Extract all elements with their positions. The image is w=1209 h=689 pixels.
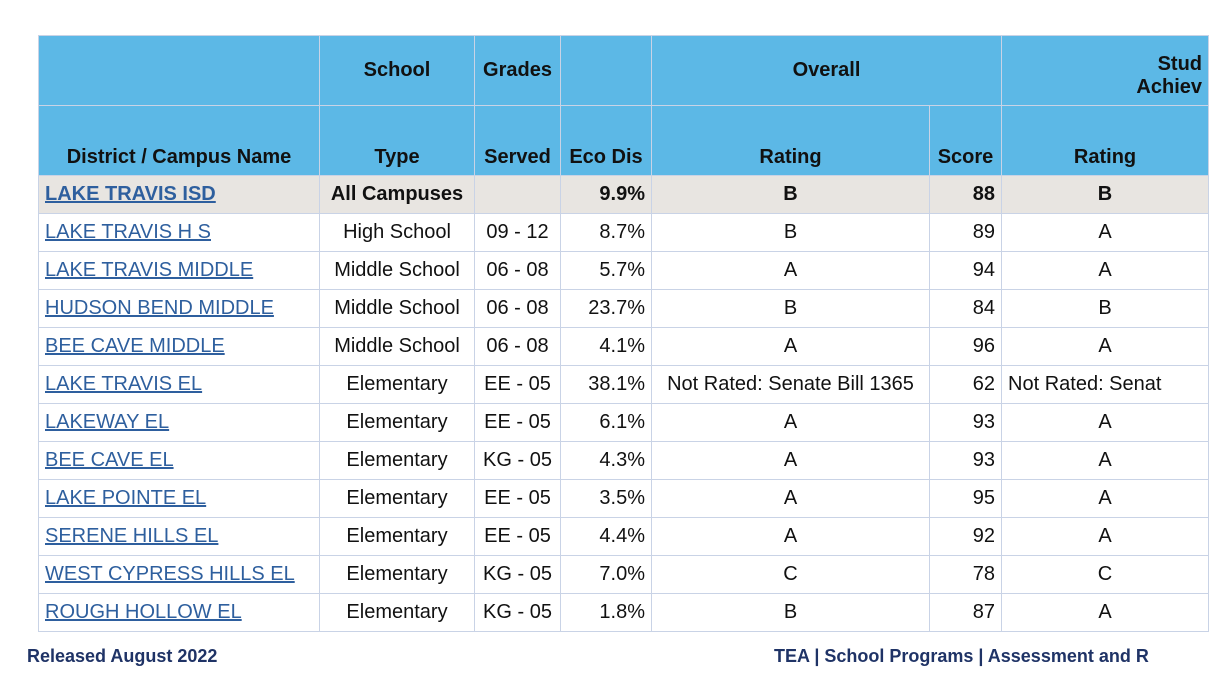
header-school: School: [320, 36, 475, 106]
table-row: [39, 442, 1209, 480]
campus-link[interactable]: BEE CAVE MIDDLE: [45, 335, 225, 357]
campus-link[interactable]: ROUGH HOLLOW EL: [45, 601, 242, 623]
cell-eco-dis: 4.3%: [561, 442, 652, 480]
header-blank: [39, 36, 320, 106]
cell-eco-dis: 3.5%: [561, 480, 652, 518]
header-student-achievement: [1002, 36, 1209, 106]
cell-sa-rating: A: [1002, 252, 1209, 290]
cell-rating: A: [652, 480, 930, 518]
cell-sa-rating: A: [1002, 404, 1209, 442]
cell-score: 92: [930, 518, 1002, 556]
campus-link[interactable]: LAKE TRAVIS H S: [45, 221, 211, 243]
cell-sa-rating: A: [1002, 480, 1209, 518]
cell-grades: 06 - 08: [475, 252, 561, 290]
campus-link[interactable]: BEE CAVE EL: [45, 449, 174, 471]
cell-rating: B: [652, 290, 930, 328]
cell-grades: EE - 05: [475, 518, 561, 556]
header-served: Served: [475, 106, 561, 176]
cell-score: 89: [930, 214, 1002, 252]
cell-eco-dis: 1.8%: [561, 594, 652, 632]
header-row-1: [39, 36, 1209, 106]
cell-rating: A: [652, 328, 930, 366]
source-credit: TEA | School Programs | Assessment and R: [774, 646, 1149, 666]
cell-type: Elementary: [320, 594, 475, 632]
cell-type: High School: [320, 214, 475, 252]
table-row: [39, 556, 1209, 594]
cell-grades: [475, 176, 561, 214]
cell-rating: C: [652, 556, 930, 594]
table-body: [39, 176, 1209, 632]
cell-rating: B: [652, 594, 930, 632]
table-row: [39, 594, 1209, 632]
cell-type: All Campuses: [320, 176, 475, 214]
cell-type: Elementary: [320, 404, 475, 442]
cell-grades: KG - 05: [475, 556, 561, 594]
table-row-district: [39, 176, 1209, 214]
release-date: Released August 2022: [27, 646, 218, 666]
cell-rating: B: [652, 214, 930, 252]
cell-grades: EE - 05: [475, 480, 561, 518]
cell-eco-dis: 38.1%: [561, 366, 652, 404]
cell-score: 88: [930, 176, 1002, 214]
cell-score: 87: [930, 594, 1002, 632]
cell-eco-dis: 5.7%: [561, 252, 652, 290]
table-row: [39, 252, 1209, 290]
campus-link[interactable]: LAKE TRAVIS ISD: [45, 183, 216, 205]
cell-sa-rating: A: [1002, 518, 1209, 556]
table-row: [39, 404, 1209, 442]
campus-link[interactable]: LAKE TRAVIS EL: [45, 373, 203, 395]
campus-link[interactable]: WEST CYPRESS HILLS EL: [45, 563, 295, 585]
campus-link[interactable]: HUDSON BEND MIDDLE: [45, 297, 274, 319]
table-row: [39, 366, 1209, 404]
cell-grades: EE - 05: [475, 366, 561, 404]
campus-link[interactable]: SERENE HILLS EL: [45, 525, 219, 547]
header-type: Type: [320, 106, 475, 176]
cell-sa-rating: B: [1002, 290, 1209, 328]
table-row: [39, 290, 1209, 328]
header-sa-rating: Rating: [1002, 106, 1209, 176]
cell-eco-dis: 4.4%: [561, 518, 652, 556]
cell-grades: 06 - 08: [475, 290, 561, 328]
cell-type: Middle School: [320, 290, 475, 328]
cell-rating: A: [652, 442, 930, 480]
cell-type: Middle School: [320, 328, 475, 366]
cell-eco-dis: 8.7%: [561, 214, 652, 252]
header-grades: Grades: [475, 36, 561, 106]
cell-score: 94: [930, 252, 1002, 290]
cell-eco-dis: 9.9%: [561, 176, 652, 214]
table-row: [39, 214, 1209, 252]
cell-score: 78: [930, 556, 1002, 594]
table-row: [39, 328, 1209, 366]
header-campus-name: District / Campus Name: [39, 106, 320, 176]
cell-score: 84: [930, 290, 1002, 328]
header-score: Score: [930, 106, 1002, 176]
campus-link[interactable]: LAKE TRAVIS MIDDLE: [45, 259, 254, 281]
table-row: [39, 518, 1209, 556]
cell-rating: Not Rated: Senate Bill 1365: [652, 366, 930, 404]
header-student-achievement-line1: Stud: [1157, 53, 1203, 75]
cell-eco-dis: 7.0%: [561, 556, 652, 594]
cell-score: 93: [930, 442, 1002, 480]
cell-eco-dis: 6.1%: [561, 404, 652, 442]
cell-type: Middle School: [320, 252, 475, 290]
cell-score: 96: [930, 328, 1002, 366]
cell-grades: KG - 05: [475, 594, 561, 632]
cell-grades: 09 - 12: [475, 214, 561, 252]
cell-sa-rating: A: [1002, 442, 1209, 480]
cell-type: Elementary: [320, 480, 475, 518]
cell-type: Elementary: [320, 518, 475, 556]
header-student-achievement-line2: Achiev: [1136, 76, 1203, 98]
cell-sa-rating: A: [1002, 328, 1209, 366]
cell-sa-rating: A: [1002, 594, 1209, 632]
cell-type: Elementary: [320, 366, 475, 404]
campus-link[interactable]: LAKEWAY EL: [45, 411, 170, 433]
cell-grades: KG - 05: [475, 442, 561, 480]
cell-grades: EE - 05: [475, 404, 561, 442]
cell-sa-rating: Not Rated: Senat: [1002, 366, 1209, 404]
accountability-ratings-table: [38, 35, 1209, 632]
header-overall: Overall: [652, 36, 1002, 106]
cell-rating: A: [652, 518, 930, 556]
cell-rating: B: [652, 176, 930, 214]
cell-rating: A: [652, 404, 930, 442]
table-header: [39, 36, 1209, 176]
header-blank-eco: [561, 36, 652, 106]
header-rating: Rating: [652, 106, 930, 176]
cell-type: Elementary: [320, 442, 475, 480]
cell-rating: A: [652, 252, 930, 290]
cell-sa-rating: C: [1002, 556, 1209, 594]
cell-type: Elementary: [320, 556, 475, 594]
cell-sa-rating: B: [1002, 176, 1209, 214]
campus-link[interactable]: LAKE POINTE EL: [45, 487, 207, 509]
cell-score: 62: [930, 366, 1002, 404]
cell-eco-dis: 23.7%: [561, 290, 652, 328]
header-eco-dis: Eco Dis: [561, 106, 652, 176]
cell-sa-rating: A: [1002, 214, 1209, 252]
header-row-2: [39, 106, 1209, 176]
cell-grades: 06 - 08: [475, 328, 561, 366]
cell-score: 95: [930, 480, 1002, 518]
table-row: [39, 480, 1209, 518]
cell-score: 93: [930, 404, 1002, 442]
cell-eco-dis: 4.1%: [561, 328, 652, 366]
